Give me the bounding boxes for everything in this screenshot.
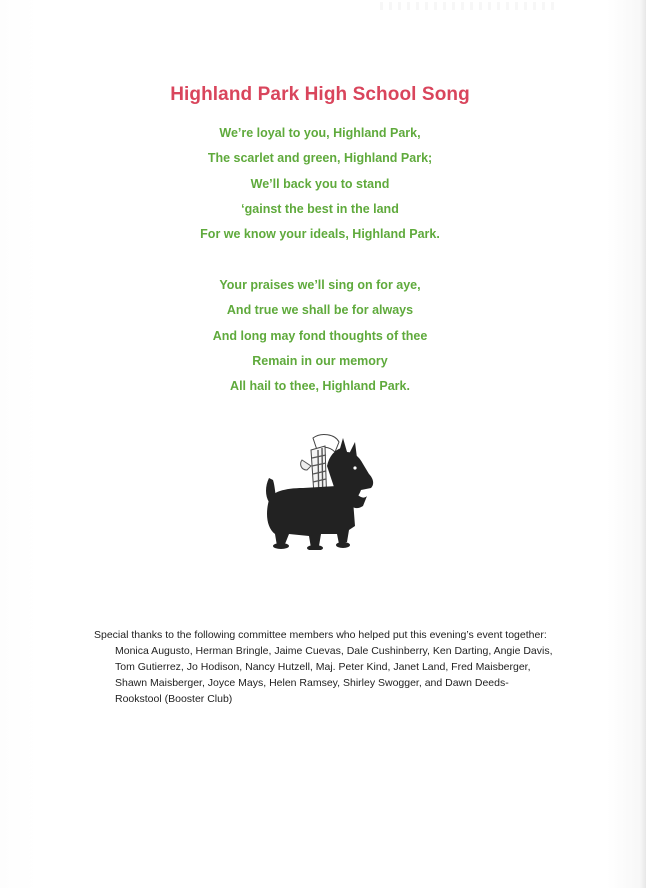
thanks-intro: Special thanks to the following committee members who helped put this evening’s event together: — [94, 629, 547, 641]
verse-line: For we know your ideals, Highland Park. — [200, 227, 440, 242]
verse-1 — [0, 121, 640, 247]
verse-line: All hail to thee, Highland Park. — [230, 379, 410, 394]
committee-names: Monica Augusto, Herman Bringle, Jaime Cuevas, Dale Cushinberry, Ken Darting, Angie Davis, Tom Gutierrez, Jo Hodison, Nancy Hutzell, Maj. Peter Kind, Janet Land, Fred Maisberger, Shawn Maisberger, Joyce Mays, Helen Ramsey, Shirley Swogger, and Dawn Deeds-Rookstool (Booster Club) — [115, 645, 553, 705]
verse-line: We’ll back you to stand — [250, 176, 390, 191]
acknowledgements — [94, 627, 554, 707]
verse-line: The scarlet and green, Highland Park; — [207, 151, 433, 166]
scan-artifact — [380, 2, 560, 10]
verse-line: And long may fond thoughts of thee — [212, 328, 428, 343]
verse-line: ‘gainst the best in the land — [241, 201, 399, 216]
verse-line: Your praises we’ll sing on for aye, — [219, 278, 421, 292]
verse-line: And true we shall be for always — [226, 303, 414, 318]
scottie-dog-icon — [255, 430, 380, 550]
song-title: Highland Park High School Song — [170, 84, 470, 105]
verse-line: We’re loyal to you, Highland Park, — [219, 126, 421, 140]
scan-shadow — [640, 0, 646, 888]
verse-line: Remain in our memory — [252, 353, 388, 368]
verse-2 — [0, 273, 640, 399]
